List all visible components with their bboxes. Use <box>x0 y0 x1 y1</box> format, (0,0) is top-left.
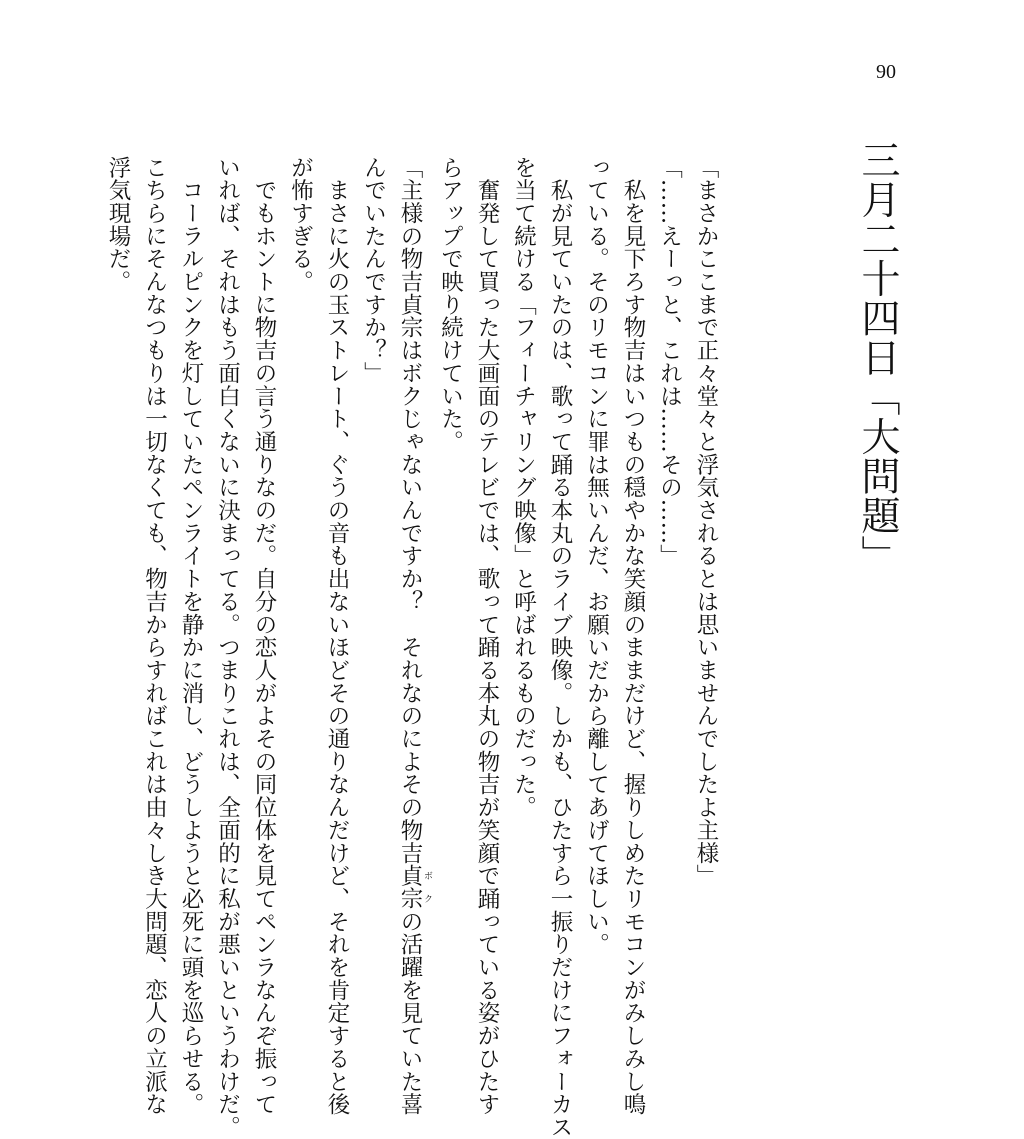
text-line: 「……えーっと、これは……その……」 <box>656 156 683 568</box>
chapter-title: 三月二十四日「大問題」 <box>855 140 900 575</box>
text-line: っている。そのリモコンに罪は無いんだ、お願いだから離してあげてほしい。 <box>583 156 610 956</box>
text-line: 私が見ていたのは、歌って踊る本丸のライブ映像。しかも、ひたすら一振りだけにフォーカス <box>547 156 573 1139</box>
text-line: コーラルピンクを灯していたペンライトを静かに消し、どうしようと必死に頭を巡らせる。 <box>178 156 204 1116</box>
text-line: らアップで映り続けていた。 <box>437 156 464 454</box>
text-line: んでいたんですか？」 <box>360 156 387 385</box>
text-line-with-ruby: 「主様の物吉貞宗はボクじゃないんですか？ それなのによその物吉貞宗 ボクの活躍を見ていた喜 <box>397 156 432 1116</box>
ruby-annotation: 貞宗 ボク <box>397 864 432 911</box>
text-line: を当て続ける「フィーチャリング映像」と呼ばれるものだった。 <box>510 156 537 819</box>
text-line: 奮発して買った大画面のテレビでは、歌って踊る本丸の物吉が笑顔で踊っている姿がひたす <box>474 156 500 1116</box>
text-line: でもホントに物吉の言う通りなのだ。自分の恋人がよその同位体を見てペンラなんぞ振って <box>251 156 277 1116</box>
text-line: 私を見下ろす物吉はいつもの穏やかな笑顔のままだけど、握りしめたリモコンがみしみし鳴 <box>620 156 646 1116</box>
ruby-reading: ボク <box>422 864 432 911</box>
text-line: 「まさかここまで正々堂々と浮気されるとは思いませんでしたよ主様」 <box>693 156 719 888</box>
text-line: まさに火の玉ストレート、ぐうの音も出ないほどその通りなんだけど、それを肯定すると後 <box>324 156 350 1116</box>
text-line: 浮気現場だ。 <box>105 156 131 294</box>
text-line: が怖すぎる。 <box>287 156 314 294</box>
page-number: 90 <box>876 61 896 83</box>
text-line: こちらにそんなつもりは一切なくても、物吉からすればこれは由々しき大問題、恋人の立派な <box>141 156 168 1116</box>
text-line: いれば、それはもう面白くないに決まってる。つまりこれは、全面的に私が悪いというわけだ。 <box>214 156 241 1139</box>
body-text <box>105 156 724 1139</box>
